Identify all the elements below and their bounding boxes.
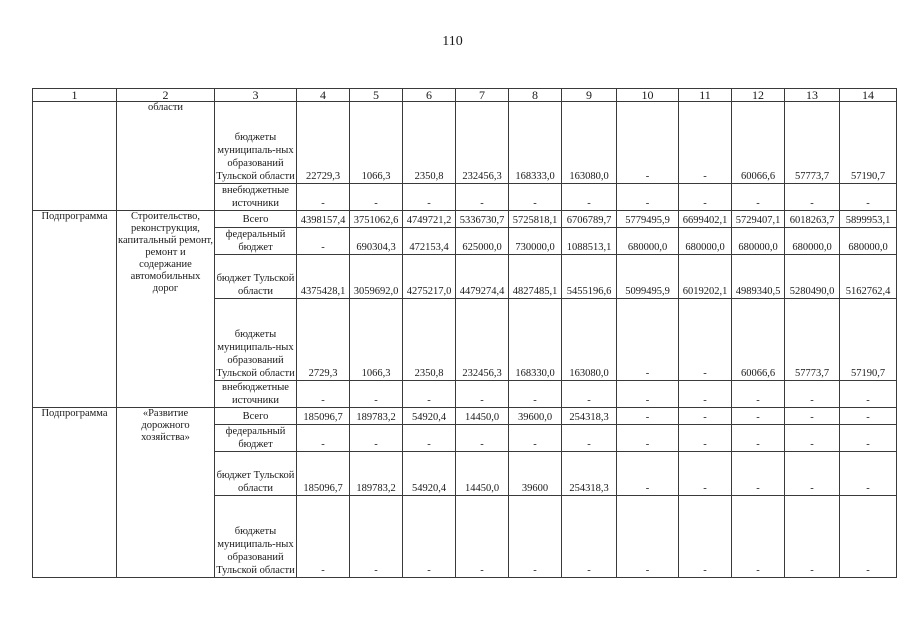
funding-source-cell: Всего <box>215 211 297 228</box>
program-type-cell: Подпрограмма <box>33 211 117 408</box>
value-cell: 472153,4 <box>403 228 456 255</box>
value-cell: - <box>732 452 785 496</box>
funding-source-cell: бюджеты муниципаль-ных образований Тульской области <box>215 496 297 578</box>
column-header: 6 <box>403 89 456 102</box>
value-cell: - <box>840 425 897 452</box>
value-cell: 6706789,7 <box>562 211 617 228</box>
value-cell: - <box>785 452 840 496</box>
column-header: 4 <box>297 89 350 102</box>
value-cell: - <box>617 299 679 381</box>
value-cell: 254318,3 <box>562 452 617 496</box>
value-cell: - <box>297 381 350 408</box>
value-cell: - <box>840 496 897 578</box>
value-cell: - <box>456 496 509 578</box>
value-cell: 6018263,7 <box>785 211 840 228</box>
value-cell: 5779495,9 <box>617 211 679 228</box>
value-cell: 2350,8 <box>403 299 456 381</box>
value-cell: - <box>350 425 403 452</box>
value-cell: - <box>350 381 403 408</box>
value-cell: 22729,3 <box>297 102 350 184</box>
value-cell: 54920,4 <box>403 408 456 425</box>
value-cell: - <box>679 452 732 496</box>
column-header: 2 <box>117 89 215 102</box>
value-cell: 625000,0 <box>456 228 509 255</box>
value-cell: - <box>562 381 617 408</box>
value-cell: - <box>785 381 840 408</box>
value-cell: 3751062,6 <box>350 211 403 228</box>
column-header: 12 <box>732 89 785 102</box>
value-cell: 185096,7 <box>297 408 350 425</box>
value-cell: 163080,0 <box>562 299 617 381</box>
table-row <box>33 102 897 184</box>
column-header: 8 <box>509 89 562 102</box>
value-cell: - <box>297 228 350 255</box>
value-cell: 57190,7 <box>840 299 897 381</box>
value-cell: 680000,0 <box>785 228 840 255</box>
funding-source-cell: внебюджетные источники <box>215 184 297 211</box>
program-name-cell: области <box>117 102 215 211</box>
value-cell: - <box>617 381 679 408</box>
value-cell: 57773,7 <box>785 299 840 381</box>
funding-source-cell: внебюджетные источники <box>215 381 297 408</box>
value-cell: 14450,0 <box>456 452 509 496</box>
value-cell: - <box>617 425 679 452</box>
value-cell: 5099495,9 <box>617 255 679 299</box>
value-cell: - <box>297 496 350 578</box>
budget-table <box>32 88 897 578</box>
value-cell: - <box>456 381 509 408</box>
value-cell: - <box>679 496 732 578</box>
value-cell: - <box>509 425 562 452</box>
value-cell: 4749721,2 <box>403 211 456 228</box>
value-cell: - <box>840 408 897 425</box>
column-header: 11 <box>679 89 732 102</box>
value-cell: 680000,0 <box>732 228 785 255</box>
value-cell: - <box>785 425 840 452</box>
value-cell: 232456,3 <box>456 299 509 381</box>
value-cell: 4827485,1 <box>509 255 562 299</box>
funding-source-cell: федеральный бюджет <box>215 425 297 452</box>
value-cell: 2350,8 <box>403 102 456 184</box>
value-cell: - <box>509 381 562 408</box>
value-cell: 5899953,1 <box>840 211 897 228</box>
value-cell: 680000,0 <box>840 228 897 255</box>
value-cell: 730000,0 <box>509 228 562 255</box>
value-cell: 3059692,0 <box>350 255 403 299</box>
value-cell: - <box>562 425 617 452</box>
column-header: 9 <box>562 89 617 102</box>
value-cell: - <box>509 184 562 211</box>
value-cell: 4375428,1 <box>297 255 350 299</box>
value-cell: 1088513,1 <box>562 228 617 255</box>
value-cell: 57190,7 <box>840 102 897 184</box>
value-cell: - <box>617 184 679 211</box>
value-cell: 60066,6 <box>732 102 785 184</box>
value-cell: - <box>785 408 840 425</box>
column-header: 5 <box>350 89 403 102</box>
page-number: 110 <box>442 34 463 49</box>
value-cell: - <box>562 184 617 211</box>
value-cell: 5729407,1 <box>732 211 785 228</box>
value-cell: 5280490,0 <box>785 255 840 299</box>
value-cell: - <box>403 496 456 578</box>
value-cell: - <box>350 496 403 578</box>
value-cell: 1066,3 <box>350 102 403 184</box>
value-cell: 189783,2 <box>350 452 403 496</box>
value-cell: 2729,3 <box>297 299 350 381</box>
value-cell: 5336730,7 <box>456 211 509 228</box>
table-row <box>33 408 897 425</box>
value-cell: - <box>732 408 785 425</box>
value-cell: 168333,0 <box>509 102 562 184</box>
value-cell: 680000,0 <box>617 228 679 255</box>
program-name-cell: «Развитие дорожного хозяйства» <box>117 408 215 578</box>
funding-source-cell: федеральный бюджет <box>215 228 297 255</box>
value-cell: 39600 <box>509 452 562 496</box>
funding-source-cell: бюджет Тульской области <box>215 452 297 496</box>
value-cell: 4479274,4 <box>456 255 509 299</box>
value-cell: 163080,0 <box>562 102 617 184</box>
value-cell: 1066,3 <box>350 299 403 381</box>
table-body <box>33 89 897 578</box>
value-cell: - <box>840 184 897 211</box>
column-header: 13 <box>785 89 840 102</box>
value-cell: 680000,0 <box>679 228 732 255</box>
value-cell: - <box>617 408 679 425</box>
value-cell: - <box>679 184 732 211</box>
value-cell: 4989340,5 <box>732 255 785 299</box>
value-cell: - <box>840 381 897 408</box>
value-cell: 168330,0 <box>509 299 562 381</box>
value-cell: 189783,2 <box>350 408 403 425</box>
table-row <box>33 211 897 228</box>
program-name-cell: Строительство, реконструкция, капитальный ремонт, ремонт и содержание автомобильных дорог <box>117 211 215 408</box>
value-cell: - <box>456 184 509 211</box>
value-cell: - <box>617 452 679 496</box>
funding-source-cell: бюджеты муниципаль-ных образований Тульской области <box>215 102 297 184</box>
value-cell: 690304,3 <box>350 228 403 255</box>
program-type-cell <box>33 102 117 211</box>
value-cell: 6699402,1 <box>679 211 732 228</box>
value-cell: - <box>617 496 679 578</box>
value-cell: - <box>456 425 509 452</box>
value-cell: 39600,0 <box>509 408 562 425</box>
column-header: 3 <box>215 89 297 102</box>
value-cell: 60066,6 <box>732 299 785 381</box>
value-cell: - <box>562 496 617 578</box>
value-cell: 5725818,1 <box>509 211 562 228</box>
value-cell: - <box>732 184 785 211</box>
value-cell: - <box>617 102 679 184</box>
value-cell: - <box>403 184 456 211</box>
value-cell: 5455196,6 <box>562 255 617 299</box>
value-cell: - <box>679 102 732 184</box>
funding-source-cell: бюджет Тульской области <box>215 255 297 299</box>
value-cell: - <box>732 381 785 408</box>
value-cell: - <box>679 408 732 425</box>
value-cell: - <box>732 496 785 578</box>
value-cell: 5162762,4 <box>840 255 897 299</box>
value-cell: - <box>509 496 562 578</box>
value-cell: 14450,0 <box>456 408 509 425</box>
value-cell: 232456,3 <box>456 102 509 184</box>
value-cell: - <box>785 184 840 211</box>
column-header: 14 <box>840 89 897 102</box>
column-header: 7 <box>456 89 509 102</box>
value-cell: - <box>679 299 732 381</box>
value-cell: 4275217,0 <box>403 255 456 299</box>
program-type-cell: Подпрограмма <box>33 408 117 578</box>
value-cell: - <box>350 184 403 211</box>
value-cell: - <box>840 452 897 496</box>
value-cell: - <box>297 184 350 211</box>
value-cell: 254318,3 <box>562 408 617 425</box>
column-header: 10 <box>617 89 679 102</box>
value-cell: 54920,4 <box>403 452 456 496</box>
value-cell: 4398157,4 <box>297 211 350 228</box>
value-cell: 57773,7 <box>785 102 840 184</box>
value-cell: - <box>403 381 456 408</box>
value-cell: 185096,7 <box>297 452 350 496</box>
funding-source-cell: бюджеты муниципаль-ных образований Тульской области <box>215 299 297 381</box>
value-cell: - <box>732 425 785 452</box>
value-cell: - <box>679 425 732 452</box>
value-cell: - <box>403 425 456 452</box>
value-cell: - <box>679 381 732 408</box>
value-cell: - <box>785 496 840 578</box>
funding-source-cell: Всего <box>215 408 297 425</box>
value-cell: 6019202,1 <box>679 255 732 299</box>
value-cell: - <box>297 425 350 452</box>
header-row <box>33 89 897 102</box>
column-header: 1 <box>33 89 117 102</box>
